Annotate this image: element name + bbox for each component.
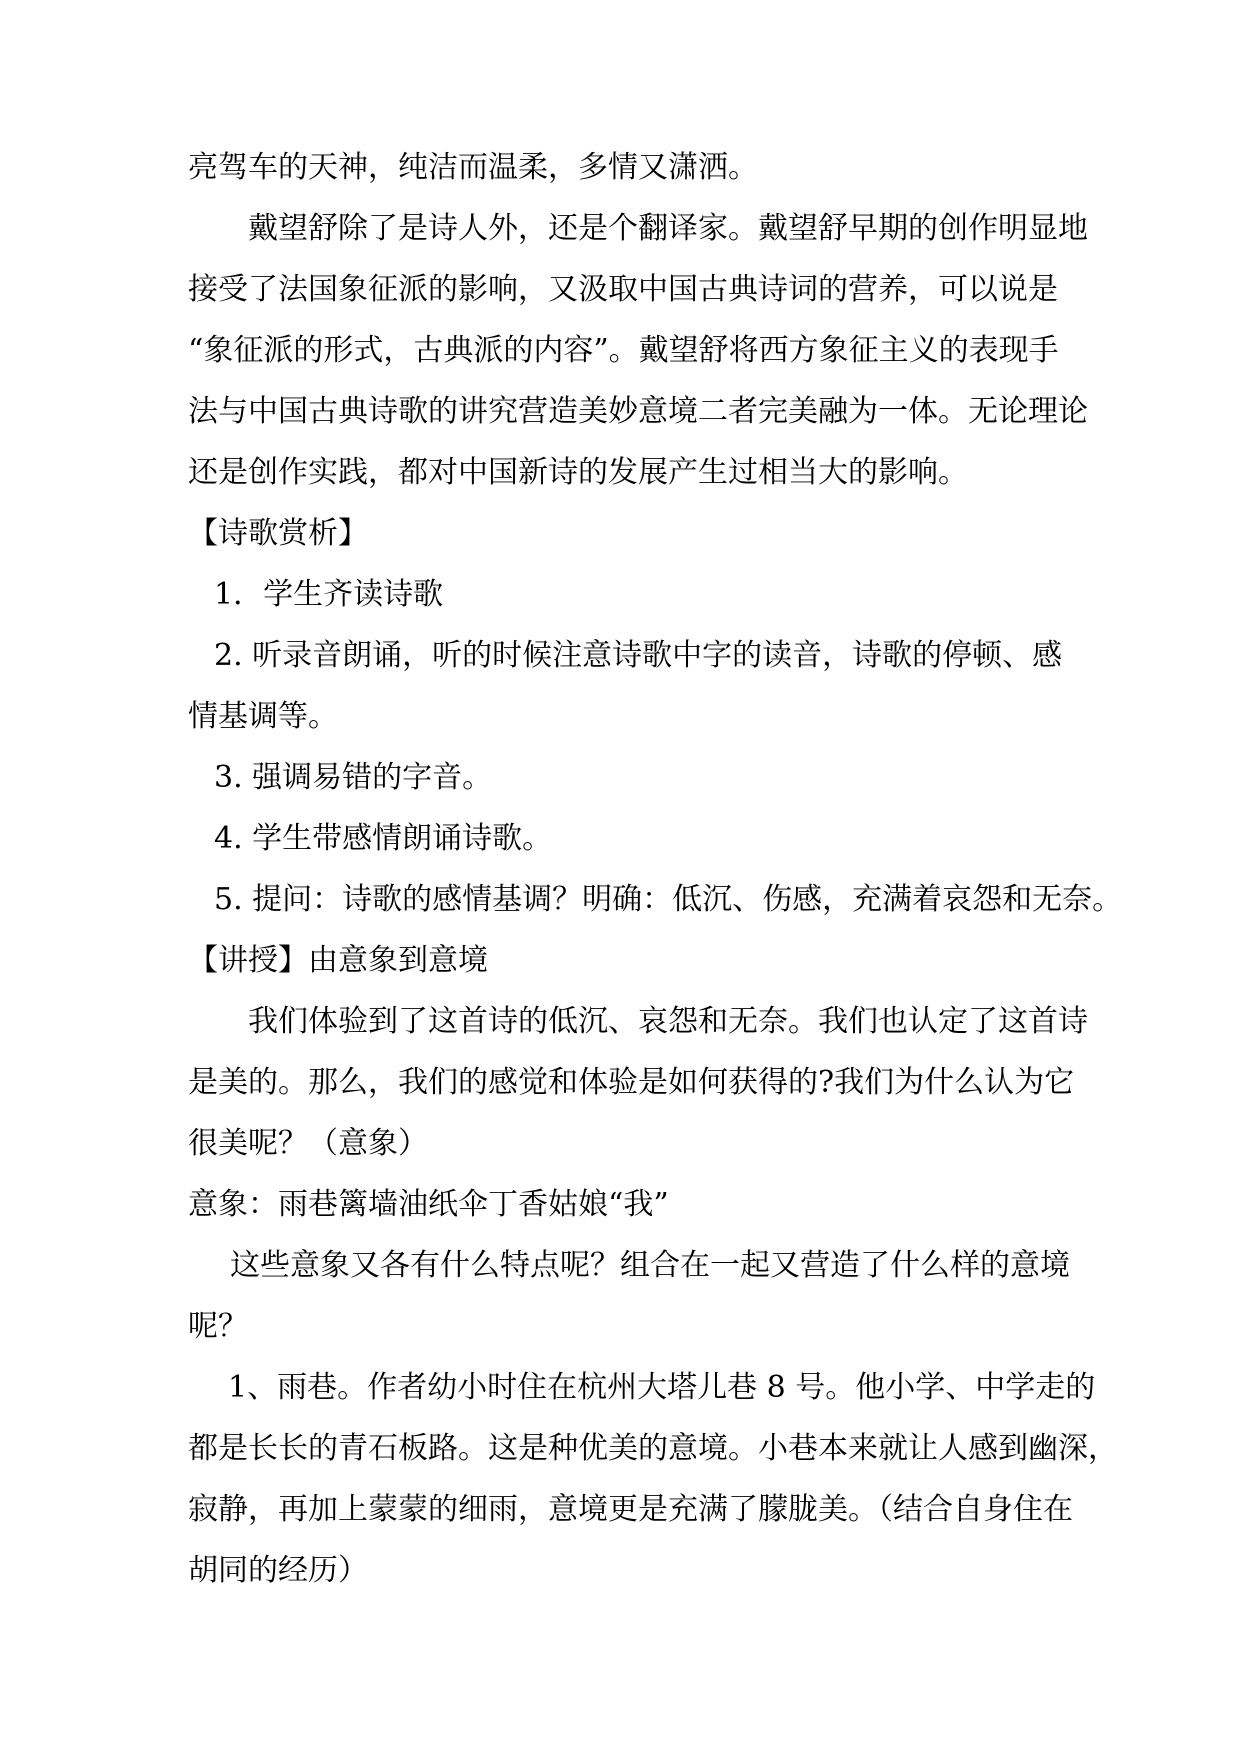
list-item: 1．学生齐读诗歌 [214,577,444,612]
paragraph-line: 还是创作实践，都对中国新诗的发展产生过相当大的影响。 [188,455,968,490]
paragraph-line: 是美的。那么，我们的感觉和体验是如何获得的?我们为什么认为它 [188,1065,1075,1100]
paragraph-line: 很美呢？（意象） [188,1126,428,1161]
paragraph-line: 亮驾车的天神，纯洁而温柔，多情又潇洒。 [188,150,758,185]
list-item: 3. 强调易错的字音。 [214,760,493,795]
section-heading: 【诗歌赏析】 [188,516,368,551]
paragraph-line: “象征派的形式，古典派的内容”。戴望舒将西方象征主义的表现手 [188,333,1059,368]
paragraph-line: 胡同的经历） [188,1553,368,1588]
paragraph-line: 戴望舒除了是诗人外，还是个翻译家。戴望舒早期的创作明显地 [248,211,1088,246]
paragraph-line: 1、雨巷。作者幼小时住在杭州大塔儿巷 8 号。他小学、中学走的 [228,1370,1096,1405]
paragraph-line: 法与中国古典诗歌的讲究营造美妙意境二者完美融为一体。无论理论 [188,394,1088,429]
section-heading: 【讲授】由意象到意境 [188,943,488,978]
list-item: 2. 听录音朗诵，听的时候注意诗歌中字的读音，诗歌的停顿、感 [214,638,1063,673]
list-item-continuation: 情基调等。 [188,699,338,734]
paragraph-line: 意象：雨巷篱墙油纸伞丁香姑娘“我” [188,1187,669,1222]
paragraph-line: 寂静，再加上蒙蒙的细雨，意境更是充满了朦胧美。（结合自身住在 [188,1492,1073,1527]
list-item: 4. 学生带感情朗诵诗歌。 [214,821,553,856]
paragraph-line: 这些意象又各有什么特点呢？组合在一起又营造了什么样的意境 [230,1248,1070,1283]
paragraph-line: 呢？ [188,1309,248,1344]
paragraph-line: 接受了法国象征派的影响，又汲取中国古典诗词的营养，可以说是 [188,272,1058,307]
list-item: 5. 提问：诗歌的感情基调？明确：低沉、伤感，充满着哀怨和无奈。 [214,882,1123,917]
paragraph-line: 都是长长的青石板路。这是种优美的意境。小巷本来就让人感到幽深， [188,1431,1118,1466]
paragraph-line: 我们体验到了这首诗的低沉、哀怨和无奈。我们也认定了这首诗 [248,1004,1088,1039]
